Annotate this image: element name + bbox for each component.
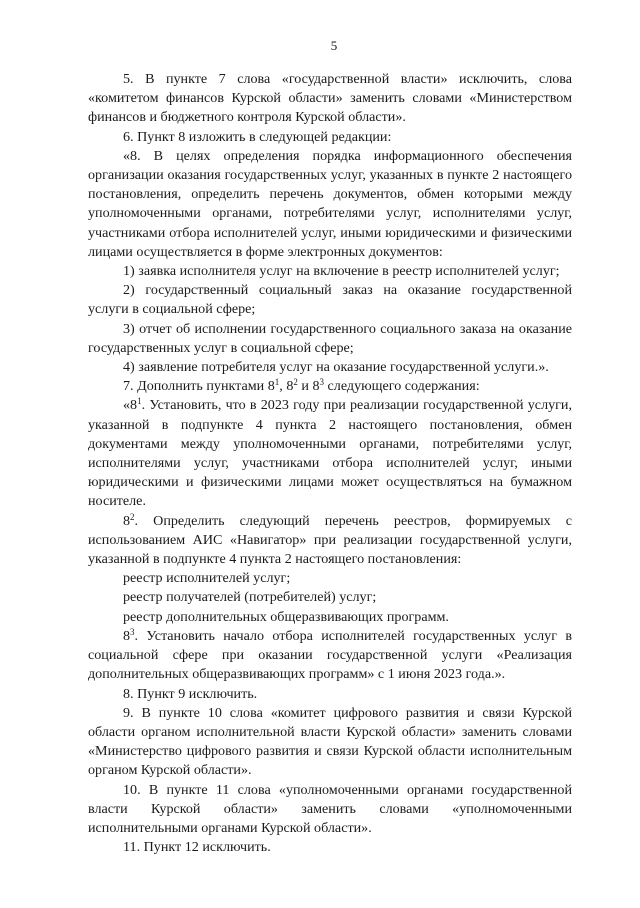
item7-mid1: , 8 [279, 378, 294, 395]
paragraph-item-9: 9. В пункте 10 слова «комитет цифрового развития и связи Курской области органом исполнительной власти Курской области» заменить словами «Министерство цифрового развития и связи Курской области исполнительным органом Курской области». [88, 704, 572, 779]
paragraph-point-8-3 [88, 627, 572, 685]
list-item-1: 1) заявка исполнителя услуг на включение в реестр исполнителей услуг; [123, 263, 560, 280]
list-item-4: 4) заявление потребителя услуг на оказание государственной услуги.». [123, 359, 549, 376]
registry-item: реестр дополнительных общеразвивающих программ. [123, 608, 449, 625]
paragraph-item-6: 6. Пункт 8 изложить в следующей редакции: [123, 128, 392, 145]
p81-sup: 1 [137, 396, 142, 407]
p81-prefix: «8 [123, 397, 138, 414]
p81-text: . Установить, что в 2023 году при реализации государственной услуги, указанной в подпункте 4 пункта 2 настоящего постановления, обмен документами между уполномоченными органами, потребителями услуг, исполнителями услуг, участниками отбора исполнителей услуг, иными юридическими и физическими лицами может осуществляться на бумажном носителе. [88, 397, 572, 510]
paragraph-item-10: 10. В пункте 11 слова «уполномоченными органами государственной власти Курской области» заменить словами «уполномоченными исполнительными органами Курской области». [88, 781, 572, 836]
item7-prefix: 7. Дополнить пунктами 8 [123, 378, 275, 395]
p82-sup: 2 [130, 511, 135, 522]
item7-sup3: 3 [319, 377, 325, 388]
item7-suffix: следующего содержания: [324, 378, 480, 395]
list-item-2: 2) государственный социальный заказ на оказание государственной услуги в социальной сфере; [88, 282, 572, 318]
paragraph-point-8: «8. В целях определения порядка информационного обеспечения организации оказания государственных услуг, указанных в пункте 2 настоящего постановления, определить перечень документов, обмен которыми между уполномоченными органами, потребителями услуг, исполнителями услуг, участниками отбора исполнителей услуг, иными юридическими и физическими лицами осуществляется в форме электронных документов: [88, 147, 572, 260]
paragraph-item-11: 11. Пункт 12 исключить. [123, 839, 271, 856]
p83-text: . Установить начало отбора исполнителей государственных услуг в социальной сфере при оказании государственной услуги «Реализация дополнительных общеразвивающих программ» с 1 июня 2023 года.». [88, 627, 572, 683]
item7-sup2: 2 [293, 377, 298, 388]
registry-item: реестр исполнителей услуг; [123, 570, 291, 587]
paragraph-point-8-2 [88, 512, 572, 570]
p83-sup: 3 [130, 626, 135, 637]
paragraph-item-5: 5. В пункте 7 слова «государственной власти» исключить, слова «комитетом финансов Курской области» заменить словами «Министерством финансов и бюджетного контроля Курской области». [88, 71, 572, 126]
paragraph-item-7 [88, 377, 572, 396]
registry-item: реестр получателей (потребителей) услуг; [123, 589, 377, 606]
p82-text: . Определить следующий перечень реестров, формируемых с использованием АИС «Навигатор» при реализации государственной услуги, указанной в подпункте 4 пункта 2 настоящего постановления: [88, 512, 572, 568]
page-number: 5 [330, 38, 338, 53]
p83-prefix: 8 [123, 627, 131, 644]
p82-prefix: 8 [123, 512, 131, 529]
paragraph-point-8-1 [88, 396, 572, 511]
list-item-3: 3) отчет об исполнении государственного социального заказа на оказание государственных услуг в социальной сфере; [88, 320, 572, 356]
item7-sup1: 1 [274, 377, 280, 388]
item7-mid2: и 8 [297, 378, 320, 395]
paragraph-item-8: 8. Пункт 9 исключить. [123, 685, 258, 702]
